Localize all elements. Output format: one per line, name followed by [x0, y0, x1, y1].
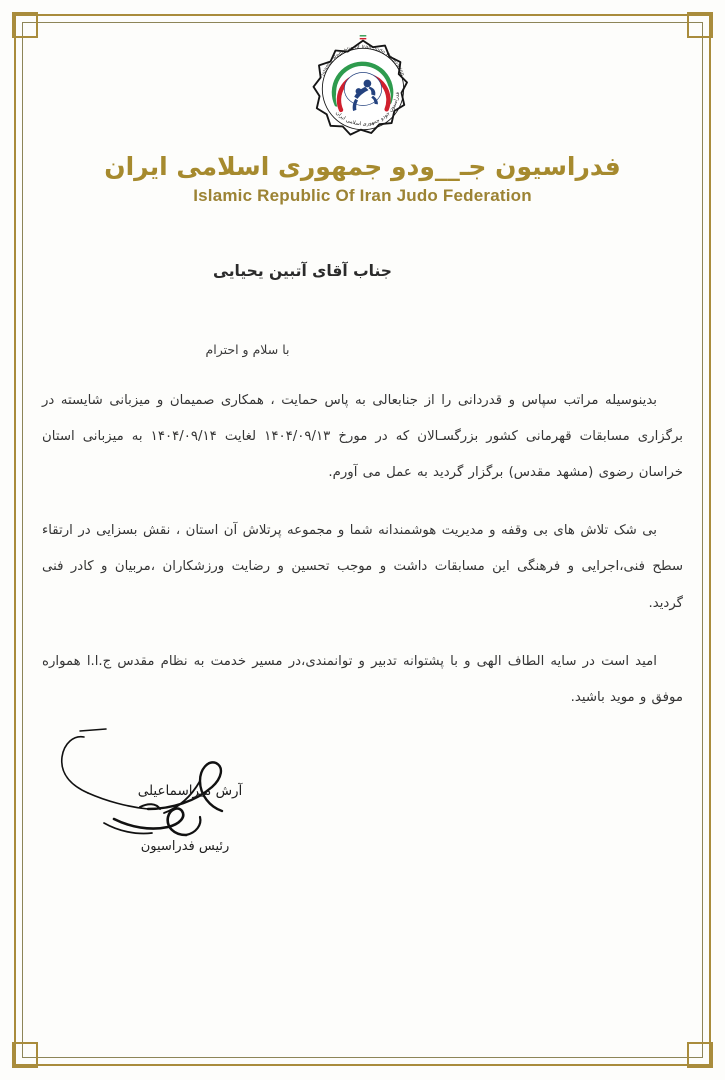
signer-name: آرش میراسماعیلی — [137, 783, 243, 799]
corner-ornament-bottom-left — [12, 1042, 38, 1068]
org-title-en: Islamic Republic Of Iran Judo Federation — [193, 185, 532, 205]
body-paragraph-1: بدینوسیله مراتب سپاس و قدردانی را از جنابعالی به پاس حمایت ، همکاری صمیمان و میزبانی شایسته در برگزاری مسابقات قهرمانی کشور بزرگسـالان که در مورخ ۱۴۰۴/۰۹/۱۳ لغایت ۱۴۰۴/۰۹/۱۴ به میزبانی استان خراسان رضوی (مشهد مقدس) برگزار گردید به عمل می آورم. — [42, 392, 683, 481]
corner-ornament-bottom-right — [687, 1042, 713, 1068]
body-paragraph-3: امید است در سایه الطاف الهی و با پشتوانه تدبیر و توانمندی،در مسیر خدمت به نظام مقدس ج.ا.ا همواره موفق و موید باشید. — [42, 653, 683, 705]
org-title-fa: فدراسیون جـ__ودو جمهوری اسلامی ایران — [104, 152, 621, 181]
corner-ornament-top-right — [687, 12, 713, 38]
organization-titles — [42, 150, 683, 206]
iran-judo-federation-emblem-icon — [308, 34, 418, 144]
letter-body — [42, 383, 683, 716]
letter-content — [42, 22, 683, 1044]
signature-block — [44, 735, 344, 854]
addressee-line: جناب آقای آتبین یحیایی — [213, 261, 392, 280]
body-paragraph-2: بی شک تلاش های بی وقفه و مدیریت هوشمندانه شما و مجموعه پرتلاش آن استان ، نقش بسزایی در ارتقاء سطح فنی،اجرایی و فرهنگی این مسابقات داشت و موجب تحسین و رضایت ورزشکاران ،مربیان و کادر فنی گردید. — [42, 523, 683, 611]
corner-ornament-top-left — [12, 12, 38, 38]
emblem-ring-text-en: Islamic Republic of Iran Judo Federation — [320, 44, 405, 77]
emblem-ring-text-fa: فدراسیون جودو جمهوری اسلامی ایران — [333, 91, 401, 128]
logo-container — [42, 34, 683, 144]
salutation-line: با سلام و احترام — [205, 341, 290, 357]
flag-tick-icon — [359, 35, 366, 39]
signer-role: رئیس فدراسیون — [140, 839, 230, 854]
